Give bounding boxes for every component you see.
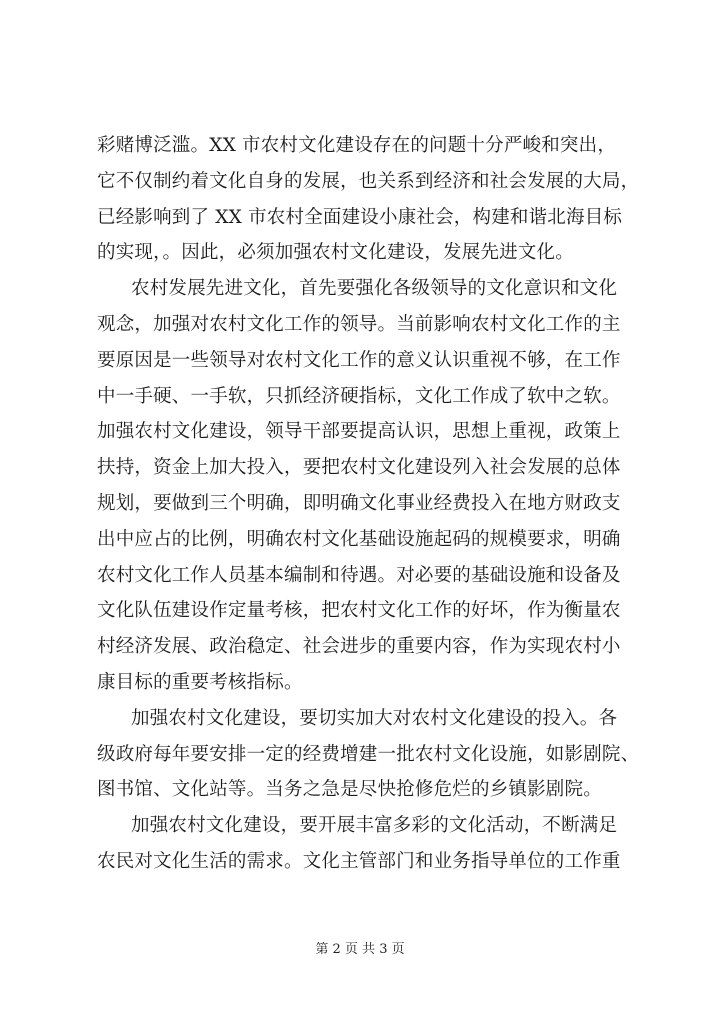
text-line: 农民对文化生活的需求。文化主管部门和业务指导单位的工作重 xyxy=(97,850,621,872)
paragraph-first-line: 加强农村文化建设，要切实加大对农村文化建设的投入。各 xyxy=(131,707,618,729)
text-line: 已经影响到了 XX 市农村全面建设小康社会，构建和谐北海目标 xyxy=(97,206,623,228)
text-line: 村经济发展、政治稳定、社会进步的重要内容，作为实现农村小 xyxy=(97,636,621,658)
text-line: 文化队伍建设作定量考核，把农村文化工作的好坏，作为衡量农 xyxy=(97,600,621,622)
paragraph-first-line: 农村发展先进文化，首先要强化各级领导的文化意识和文化 xyxy=(131,278,618,300)
text-line: 观念，加强对农村文化工作的领导。当前影响农村文化工作的主 xyxy=(97,313,621,335)
page-number-footer: 第 2 页 共 3 页 xyxy=(315,942,405,957)
text-line: 的实现，。因此，必须加强农村文化建设，发展先进文化。 xyxy=(97,242,574,264)
text-line: 图书馆、文化站等。当务之急是尽快抢修危烂的乡镇影剧院。 xyxy=(97,779,602,801)
text-line: 加强农村文化建设，领导干部要提高认识，思想上重视，政策上 xyxy=(97,421,621,443)
body-text xyxy=(97,128,642,880)
text-line: 级政府每年要安排一定的经费增建一批农村文化设施，如影剧院、 xyxy=(97,743,640,765)
text-line: 彩赌博泛滥。XX 市农村文化建设存在的问题十分严峻和突出， xyxy=(97,135,617,156)
text-line: 农村文化工作人员基本编制和待遇。对必要的基础设施和设备及 xyxy=(97,564,621,586)
text-line: 要原因是一些领导对农村文化工作的意义认识重视不够，在工作 xyxy=(97,349,621,371)
paragraph-first-line: 加强农村文化建设，要开展丰富多彩的文化活动，不断满足 xyxy=(131,815,618,837)
text-line: 扶持，资金上加大投入，要把农村文化建设列入社会发展的总体 xyxy=(97,457,621,479)
text-line: 康目标的重要考核指标。 xyxy=(97,671,303,693)
text-line: 出中应占的比例，明确农村文化基础设施起码的规模要求，明确 xyxy=(97,528,621,550)
text-line: 中一手硬、一手软，只抓经济硬指标，文化工作成了软中之软。 xyxy=(97,385,621,407)
text-line: 它不仅制约着文化自身的发展，也关系到经济和社会发展的大局， xyxy=(97,170,640,192)
text-line: 规划，要做到三个明确，即明确文化事业经费投入在地方财政支 xyxy=(97,492,621,514)
